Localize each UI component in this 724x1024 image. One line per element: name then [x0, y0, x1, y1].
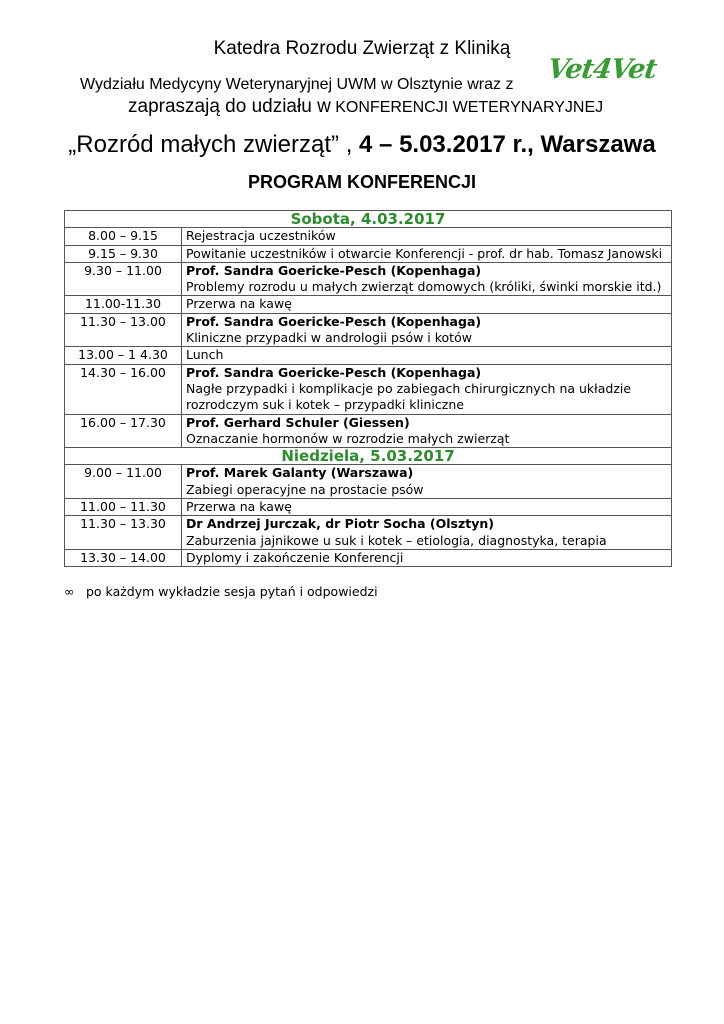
table-row	[65, 364, 672, 414]
session-description: Dyplomy i zakończenie Konferencji	[186, 549, 404, 565]
session-time: 11.00-11.30	[65, 296, 182, 313]
session-info	[182, 516, 672, 550]
table-row	[65, 347, 672, 364]
session-description: Kliniczne przypadki w andrologii psów i kotów	[186, 330, 472, 346]
table-row	[65, 228, 672, 245]
session-info	[182, 228, 672, 245]
header-line-1: Katedra Rozrodu Zwierząt z Kliniką	[213, 38, 511, 59]
session-info	[182, 313, 672, 347]
schedule-table	[64, 210, 672, 567]
session-info	[182, 296, 672, 313]
table-row	[65, 549, 672, 566]
session-time: 11.30 – 13.00	[65, 313, 182, 347]
day-header-row	[65, 211, 672, 228]
session-info	[182, 262, 672, 296]
session-speaker: Prof. Sandra Goericke-Pesch (Kopenhaga)	[186, 262, 482, 278]
day-header-row	[65, 448, 672, 465]
table-row	[65, 414, 672, 448]
session-speaker: Prof. Sandra Goericke-Pesch (Kopenhaga)	[186, 313, 482, 329]
conference-title	[0, 131, 724, 159]
session-description: Rejestracja uczestników	[186, 228, 336, 244]
table-row	[65, 516, 672, 550]
session-info	[182, 499, 672, 516]
session-description: Powitanie uczestników i otwarcie Konferencji - prof. dr hab. Tomasz Janowski	[186, 245, 663, 261]
footnote-text: po każdym wykładzie sesja pytań i odpowiedzi	[86, 584, 378, 599]
session-time: 13.30 – 14.00	[65, 549, 182, 566]
header-line-2a: Wydziału Medycyny Weterynaryjnej UWM w	[80, 76, 393, 93]
session-info	[182, 414, 672, 448]
session-description: Oznaczanie hormonów w rozrodzie małych zwierząt	[186, 430, 510, 446]
session-time: 14.30 – 16.00	[65, 364, 182, 414]
header-line-2	[80, 76, 513, 94]
schedule-body	[65, 211, 672, 567]
session-info	[182, 347, 672, 364]
table-row	[65, 465, 672, 499]
session-description: Przerwa na kawę	[186, 296, 292, 312]
session-time: 16.00 – 17.30	[65, 414, 182, 448]
session-speaker: Dr Andrzej Jurczak, dr Piotr Socha (Olsztyn)	[186, 516, 494, 532]
session-time: 9.15 – 9.30	[65, 245, 182, 262]
session-description: Lunch	[186, 347, 224, 363]
header-line-3	[128, 96, 603, 118]
session-time: 11.00 – 11.30	[65, 499, 182, 516]
table-row	[65, 313, 672, 347]
session-description: Problemy rozrodu u małych zwierząt domowych (króliki, świnki morskie itd.)	[186, 279, 662, 295]
session-time: 9.30 – 11.00	[65, 262, 182, 296]
table-row	[65, 296, 672, 313]
conference-title-name: „Rozród małych zwierząt” ,	[68, 131, 360, 158]
table-row	[65, 245, 672, 262]
day-header: Sobota, 4.03.2017	[65, 211, 672, 228]
session-description: Zaburzenia jajnikowe u suk i kotek – etiologia, diagnostyka, terapia	[186, 532, 607, 548]
header-line-2b: Olsztynie wraz z	[392, 76, 514, 93]
table-row	[65, 262, 672, 296]
session-info	[182, 549, 672, 566]
session-info	[182, 245, 672, 262]
program-heading: PROGRAM KONFERENCJI	[247, 172, 476, 192]
header-line-3b: KONFERENCJI WETERYNARYJNEJ	[330, 99, 604, 116]
day-header: Niedziela, 5.03.2017	[65, 448, 672, 465]
session-info	[182, 364, 672, 414]
infinity-icon: ∞	[64, 584, 75, 599]
session-description: Przerwa na kawę	[186, 499, 292, 515]
conference-title-date: 4 – 5.03.2017 r., Warszawa	[359, 131, 656, 158]
session-speaker: Prof. Sandra Goericke-Pesch (Kopenhaga)	[186, 364, 482, 380]
header-line-3a: zapraszają do udziału w	[128, 96, 331, 117]
footnote	[64, 584, 378, 599]
session-time: 11.30 – 13.30	[65, 516, 182, 550]
session-time: 9.00 – 11.00	[65, 465, 182, 499]
session-description: Zabiegi operacyjne na prostacie psów	[186, 481, 424, 497]
session-info	[182, 465, 672, 499]
session-time: 8.00 – 9.15	[65, 228, 182, 245]
session-time: 13.00 – 1 4.30	[65, 347, 182, 364]
session-speaker: Prof. Marek Galanty (Warszawa)	[186, 465, 414, 481]
vet4vet-logo: Vet4Vet	[545, 54, 659, 85]
table-row	[65, 499, 672, 516]
session-description: Nagłe przypadki i komplikacje po zabiegach chirurgicznych na układzie rozrodczym suk i kotek – przypadki kliniczne	[186, 380, 632, 413]
session-speaker: Prof. Gerhard Schuler (Giessen)	[186, 414, 410, 430]
